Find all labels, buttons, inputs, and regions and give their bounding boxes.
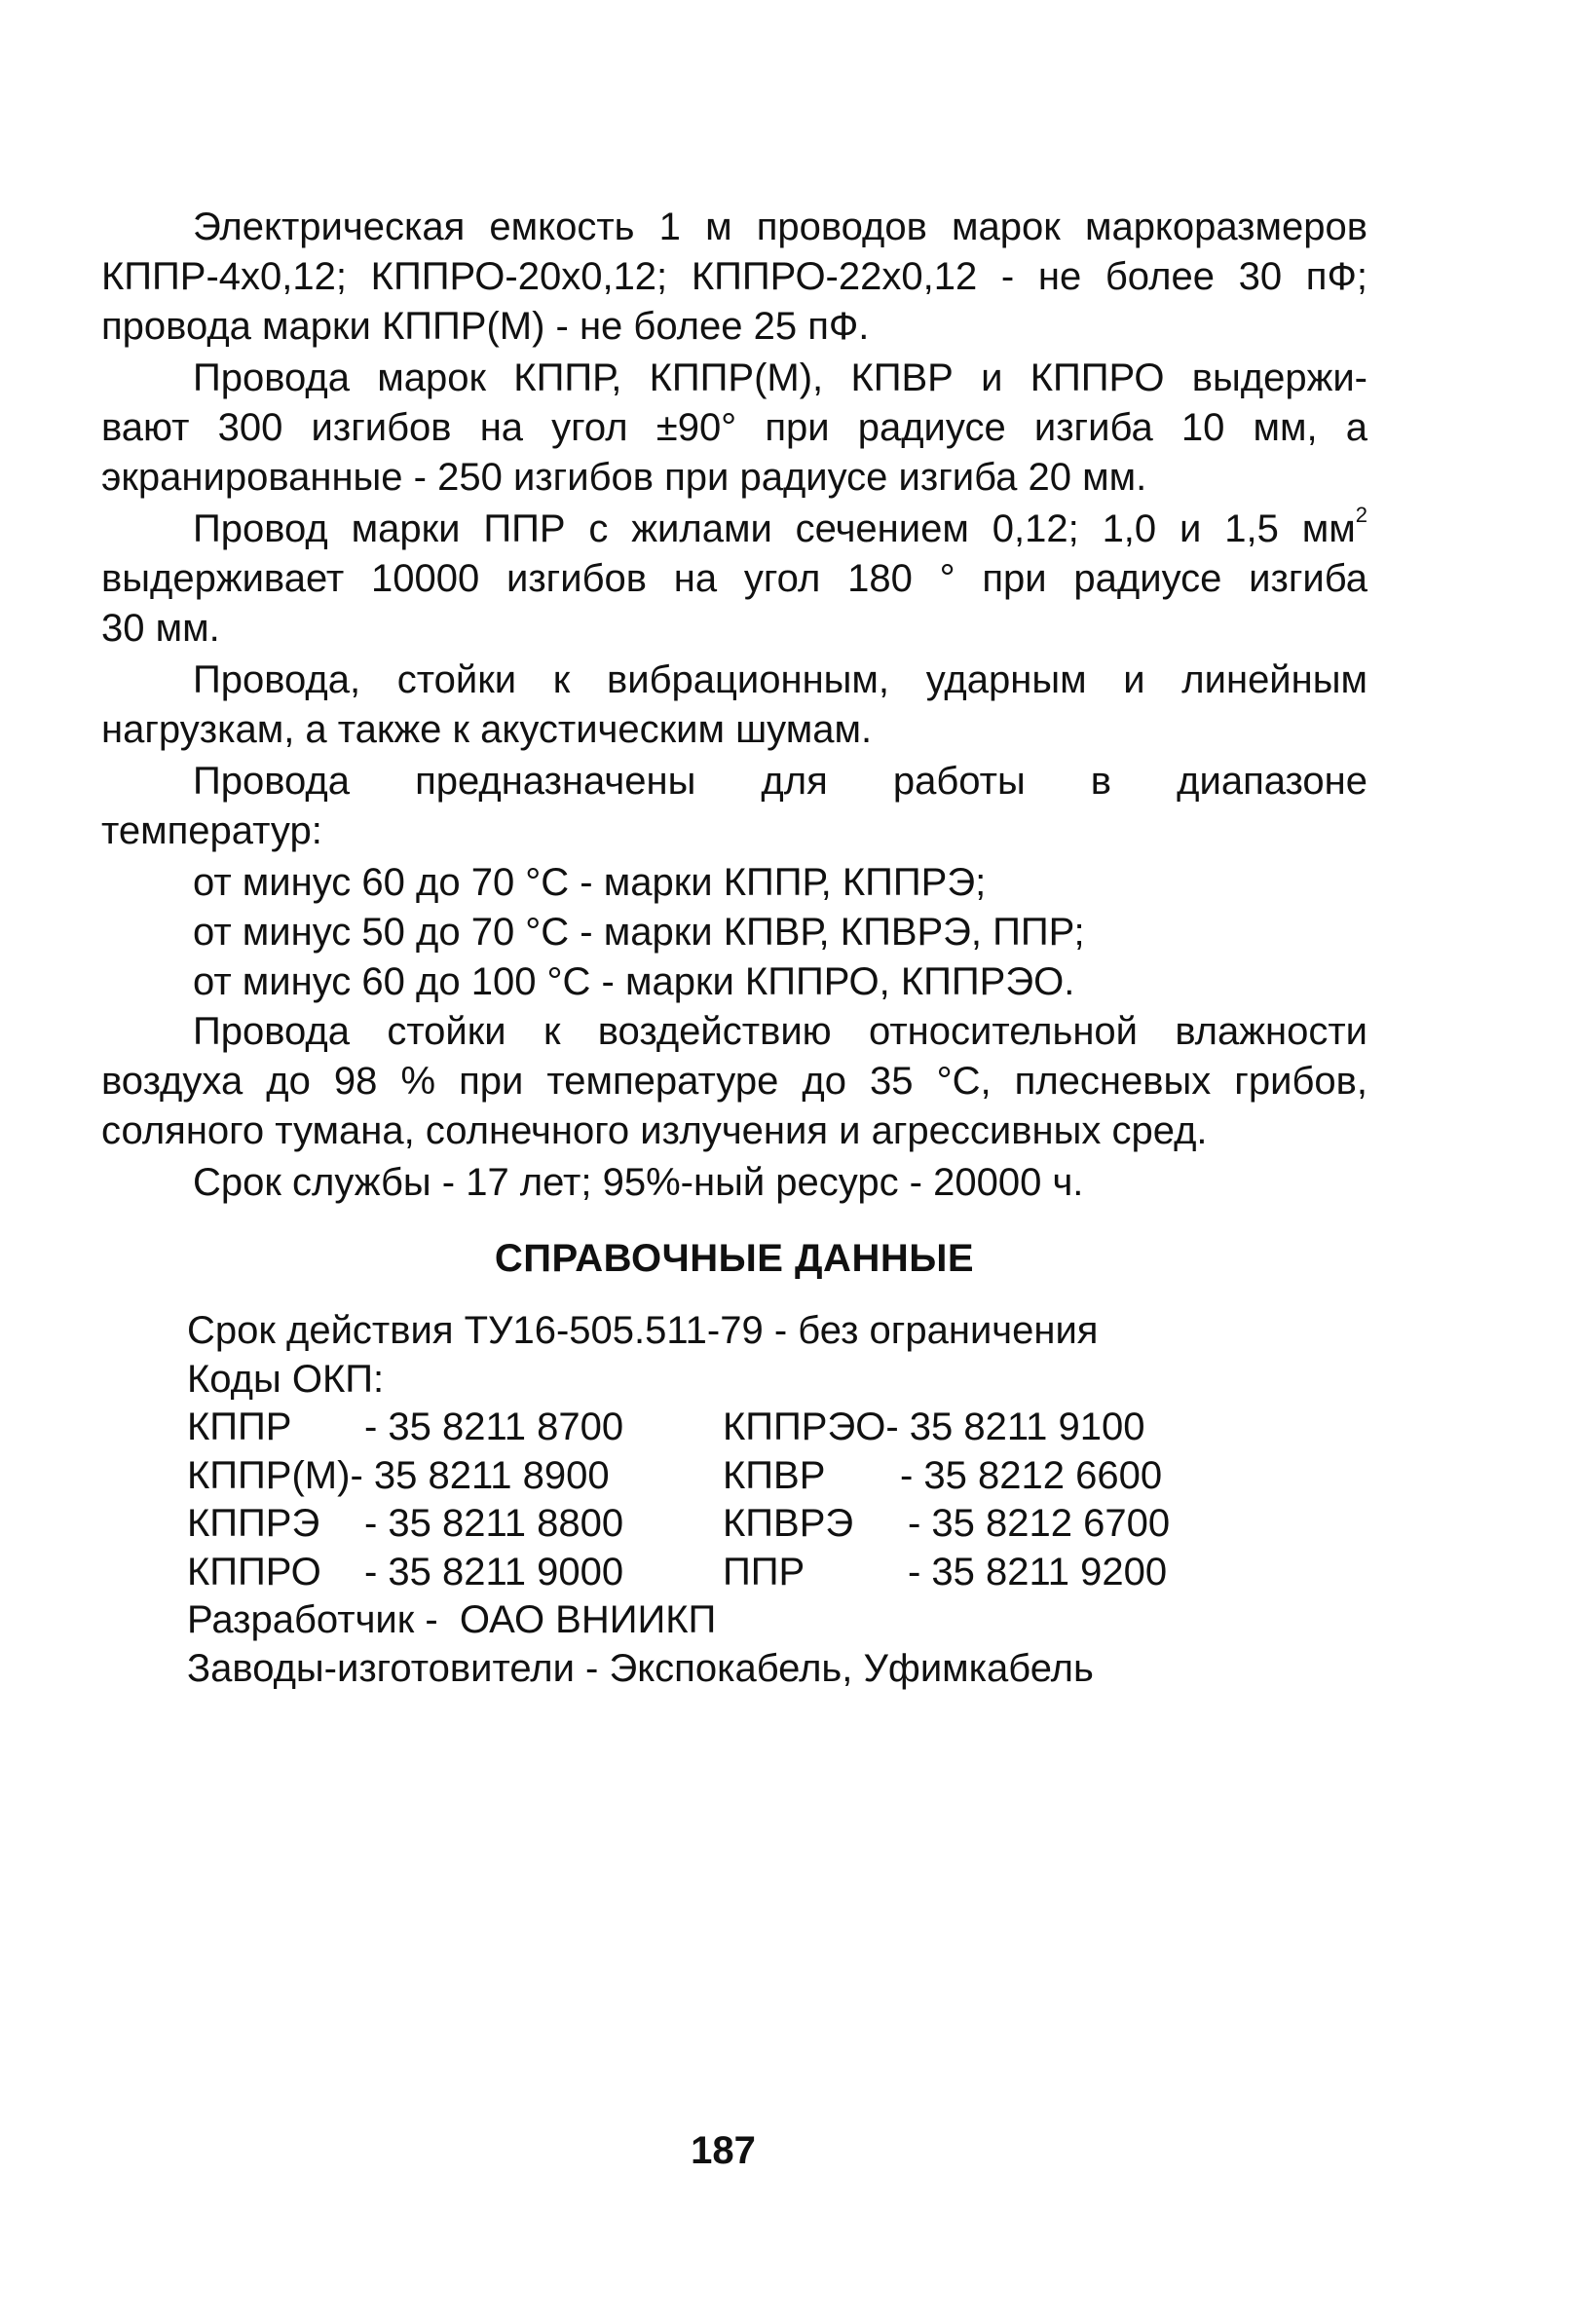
paragraph-capacitance xyxy=(101,203,1367,352)
cable-brand: КППРЭО xyxy=(723,1406,886,1448)
okp-code-row xyxy=(187,1500,723,1549)
paragraph-ppr-bending xyxy=(101,505,1367,654)
paragraph-humidity xyxy=(101,1007,1367,1156)
temperature-item: от минус 50 до 70 °С - марки КПВР, КПВРЭ, ППР; xyxy=(193,911,1085,954)
cable-brand: КППРЭ xyxy=(187,1502,320,1545)
okp-code-row xyxy=(187,1404,723,1452)
text-line: Провода марок КППР, КППР(М), КПВР и КППРО выдержи- xyxy=(193,356,1367,399)
okp-code: - 35 8211 8800 xyxy=(364,1502,624,1545)
page-content xyxy=(101,203,1367,1693)
temperature-item: от минус 60 до 100 °С - марки КППРО, КППРЭО. xyxy=(193,960,1075,1003)
text-line: Провода стойки к воздействию относительной влажности xyxy=(193,1010,1367,1053)
paragraph-vibration xyxy=(101,656,1367,755)
temperature-list xyxy=(101,858,1367,1007)
manufacturers-line: Заводы-изготовители - Экспокабель, Уфимкабель xyxy=(187,1646,1094,1690)
okp-code: - 35 8211 9200 xyxy=(908,1550,1168,1593)
reference-data xyxy=(101,1307,1367,1693)
cable-brand: КППР(М) xyxy=(187,1453,351,1497)
developer-line: Разработчик - ОАО ВНИИКП xyxy=(187,1598,717,1641)
page-number: 187 xyxy=(691,2129,756,2172)
okp-code: - 35 8211 8900 xyxy=(350,1453,610,1497)
okp-code-row xyxy=(723,1452,1229,1501)
paragraph-service-life xyxy=(101,1158,1367,1208)
text-line: нагрузкам, а также к акустическим шумам. xyxy=(101,708,873,751)
okp-codes-table xyxy=(187,1404,1367,1596)
cable-brand: КППРО xyxy=(187,1550,321,1593)
text-line: Провода предназначены для работы в диапазоне xyxy=(193,760,1367,803)
okp-label: Коды ОКП: xyxy=(187,1357,385,1401)
okp-code-row xyxy=(723,1500,1229,1549)
text-line: КППР-4х0,12; КППРО-20х0,12; КППРО-22х0,12 - не более 30 пФ; xyxy=(101,255,1367,298)
cable-brand: ППР xyxy=(723,1550,805,1593)
okp-code-row xyxy=(723,1404,1229,1452)
text-line: экранированные - 250 изгибов при радиусе изгиба 20 мм. xyxy=(101,456,1147,499)
text-line: Срок службы - 17 лет; 95%-ный ресурс - 20000 ч. xyxy=(193,1161,1084,1204)
text-line: температур: xyxy=(101,809,322,852)
okp-code: - 35 8212 6600 xyxy=(900,1453,1163,1497)
validity-line: Срок действия ТУ16-505.511-79 - без ограничения xyxy=(187,1309,1099,1352)
cable-brand: КПВР xyxy=(723,1453,826,1497)
okp-code-row xyxy=(187,1452,723,1501)
okp-code-row xyxy=(187,1549,723,1597)
text-line: 30 мм. xyxy=(101,607,220,650)
text-line xyxy=(101,505,1367,554)
text-fragment: Провод марки ППР с жилами сечением 0,12; 1,0 и 1,5 мм xyxy=(193,507,1356,550)
text-line: соляного тумана, солнечного излучения и агрессивных сред. xyxy=(101,1109,1208,1152)
text-line: Электрическая емкость 1 м проводов марок маркоразмеров xyxy=(193,206,1367,248)
paragraph-temperature-intro xyxy=(101,757,1367,856)
text-line: воздуха до 98 % при температуре до 35 °С, плесневых грибов, xyxy=(101,1060,1367,1103)
okp-code: - 35 8212 6700 xyxy=(908,1502,1171,1545)
text-line: выдерживает 10000 изгибов на угол 180 ° при радиусе изгиба xyxy=(101,557,1367,600)
okp-code: - 35 8211 8700 xyxy=(364,1406,624,1448)
cable-brand: КПВРЭ xyxy=(723,1502,854,1545)
temperature-item: от минус 60 до 70 °С - марки КППР, КППРЭ; xyxy=(193,861,987,904)
section-heading: СПРАВОЧНЫЕ ДАННЫЕ xyxy=(494,1237,975,1280)
superscript: 2 xyxy=(1355,503,1367,527)
cable-brand: КППР xyxy=(187,1406,292,1448)
okp-code-row xyxy=(723,1549,1229,1597)
okp-code: - 35 8211 9100 xyxy=(885,1406,1145,1448)
okp-code: - 35 8211 9000 xyxy=(364,1550,624,1593)
text-line: Провода, стойки к вибрационным, ударным и линейным xyxy=(193,658,1367,701)
paragraph-bending xyxy=(101,354,1367,503)
text-line: провода марки КППР(М) - не более 25 пФ. xyxy=(101,305,870,348)
text-line: вают 300 изгибов на угол ±90° при радиусе изгиба 10 мм, а xyxy=(101,406,1367,449)
